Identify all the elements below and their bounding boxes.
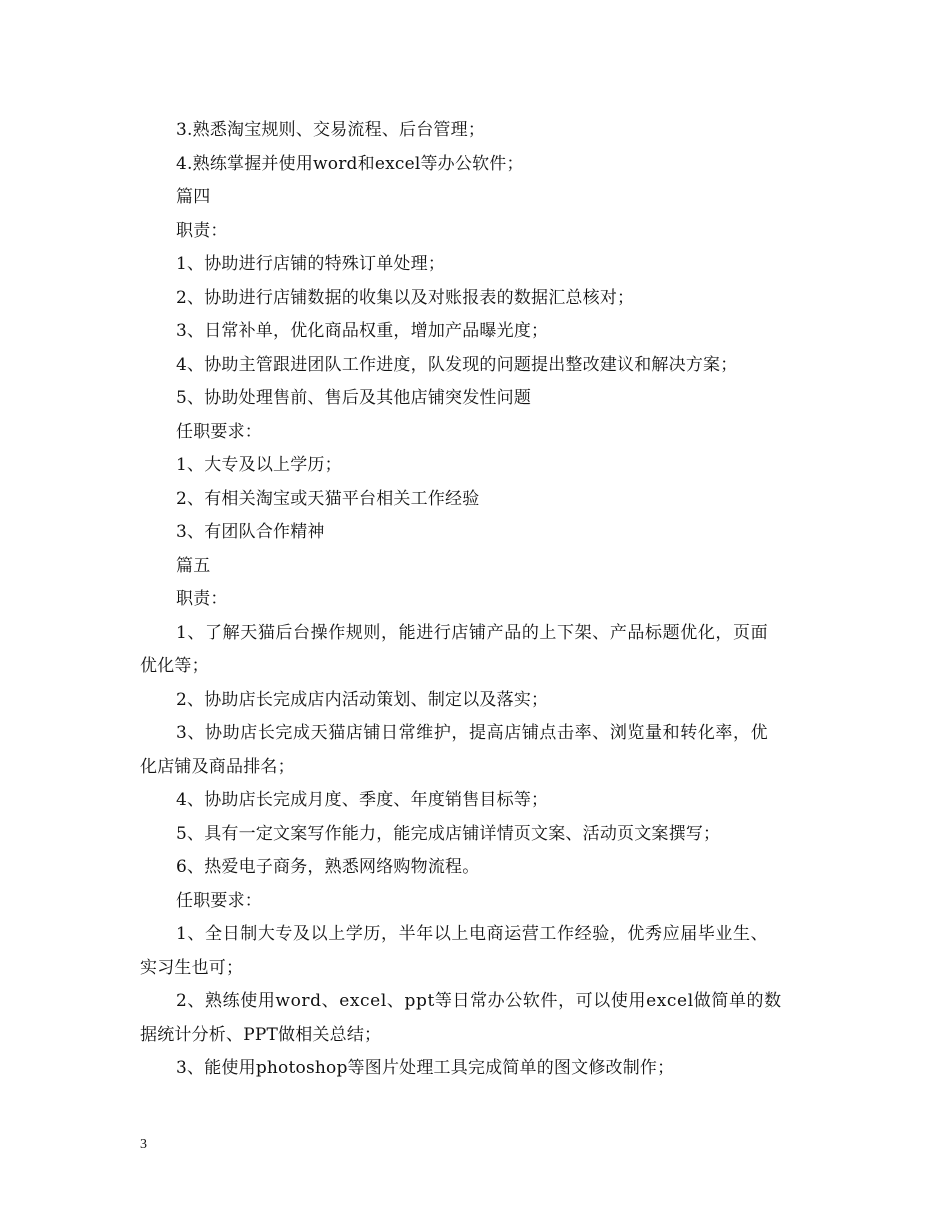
list-item: 1、了解天猫后台操作规则，能进行店铺产品的上下架、产品标题优化，页面 xyxy=(176,622,769,643)
list-item-continuation: 优化等； xyxy=(140,656,209,676)
list-item: 3、协助店长完成天猫店铺日常维护，提高店铺点击率、浏览量和转化率，优 xyxy=(176,723,769,743)
list-item: 4、协助主管跟进团队工作进度，队发现的问题提出整改建议和解决方案； xyxy=(176,354,738,375)
list-item: 4、协助店长完成月度、季度、年度销售目标等； xyxy=(176,790,549,810)
list-item: 3、有团队合作精神 xyxy=(176,522,325,542)
list-item-continuation: 实习生也可； xyxy=(140,957,244,978)
section-heading: 篇五 xyxy=(176,555,211,576)
subheading: 职责： xyxy=(176,220,228,241)
list-item: 2、有相关淘宝或天猫平台相关工作经验 xyxy=(176,488,480,509)
list-item: 5、协助处理售前、售后及其他店铺突发性问题 xyxy=(176,388,532,408)
list-item: 2、熟练使用word、excel、ppt等日常办公软件，可以使用excel做简单的数 xyxy=(176,991,782,1011)
text-line: 4.熟练掌握并使用word和excel等办公软件； xyxy=(176,153,524,174)
subheading: 任职要求： xyxy=(176,890,262,911)
list-item: 1、大专及以上学历； xyxy=(176,455,342,475)
subheading: 任职要求： xyxy=(176,421,262,442)
list-item-continuation: 化店铺及商品排名； xyxy=(140,756,295,777)
list-item-continuation: 据统计分析、PPT做相关总结； xyxy=(140,1024,382,1045)
document-body xyxy=(140,114,812,1086)
list-item: 1、全日制大专及以上学历，半年以上电商运营工作经验，优秀应届毕业生、 xyxy=(176,924,769,944)
list-item: 3、日常补单，优化商品权重，增加产品曝光度； xyxy=(176,321,549,341)
page-number: 3 xyxy=(140,1137,147,1152)
section-heading: 篇四 xyxy=(176,187,211,207)
list-item: 3、能使用photoshop等图片处理工具完成简单的图文修改制作； xyxy=(176,1058,675,1078)
subheading: 职责： xyxy=(176,589,228,609)
list-item: 2、协助店长完成店内活动策划、制定以及落实； xyxy=(176,689,549,710)
text-line: 3.熟悉淘宝规则、交易流程、后台管理； xyxy=(176,120,486,140)
list-item: 6、热爱电子商务，熟悉网络购物流程。 xyxy=(176,857,480,877)
list-item: 5、具有一定文案写作能力，能完成店铺详情页文案、活动页文案撰写； xyxy=(176,823,721,844)
list-item: 1、协助进行店铺的特殊订单处理； xyxy=(176,254,446,274)
list-item: 2、协助进行店铺数据的收集以及对账报表的数据汇总核对； xyxy=(176,287,635,308)
